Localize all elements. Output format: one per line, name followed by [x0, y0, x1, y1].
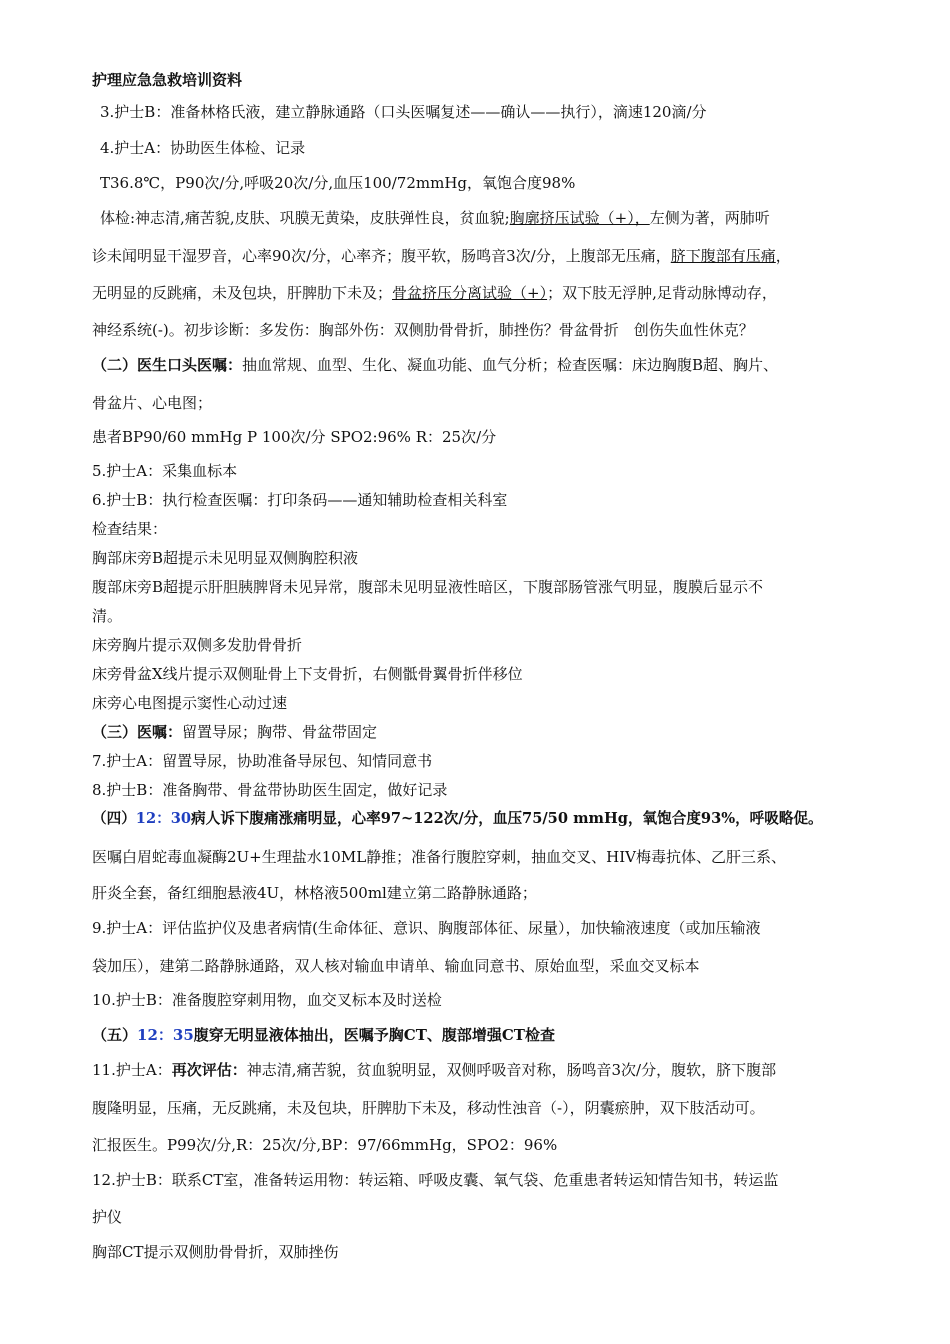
text-line: 10.护士B：准备腹腔穿刺用物，血交叉标本及时送检 — [92, 991, 442, 1009]
text-line: 床旁心电图提示窦性心动过速 — [92, 694, 288, 712]
text-span: ；双下肢无浮肿,足背动脉博动存， — [547, 284, 777, 302]
time-stamp: 12：30 — [135, 810, 192, 827]
bold-label: 再次评估： — [171, 1061, 247, 1079]
text-span: （四） — [92, 810, 136, 827]
text-span: 左侧为著，两肺听 — [649, 209, 770, 227]
text-line: 护仪 — [92, 1208, 123, 1226]
text-line — [92, 283, 882, 303]
text-line: 胸部床旁B超提示未见明显双侧胸腔积液 — [92, 549, 359, 567]
text-span: 留置导尿；胸带、骨盆带固定 — [182, 723, 378, 741]
text-line: 7.护士A：留置导尿，协助准备导尿包、知情同意书 — [92, 752, 433, 770]
text-line — [92, 1060, 882, 1080]
underlined-text: 胸廓挤压试验（+）， — [509, 209, 650, 227]
text-line: 5.护士A：采集血标本 — [92, 462, 238, 480]
underlined-text: 骨盆挤压分离试验（+） — [392, 284, 548, 302]
text-line: 神经系统(-)。初步诊断：多发伤：胸部外伤：双侧肋骨骨折，肺挫伤？骨盆骨折 创伤失血性休克？ — [92, 321, 754, 339]
text-line: 12.护士B：联系CT室，准备转运用物：转运箱、呼吸皮囊、氧气袋、危重患者转运知情告知书，转运监 — [92, 1171, 779, 1189]
text-line: 胸部CT提示双侧肋骨骨折，双肺挫伤 — [92, 1243, 339, 1261]
text-line: 医嘱白眉蛇毒血凝酶2U+生理盐水10ML静推；准备行腹腔穿刺，抽血交叉、HIV梅毒抗体、乙肝三系、 — [92, 848, 787, 866]
text-line: T36.8℃，P90次/分,呼吸20次/分,血压100/72mmHg，氧饱合度98% — [100, 174, 576, 192]
text-span: 体检:神志清,痛苦貌,皮肤、巩膜无黄染，皮肤弹性良，贫血貌; — [100, 209, 510, 227]
text-span: 腹穿无明显液体抽出，医嘱予胸CT、腹部增强CT检查 — [193, 1026, 555, 1044]
section-heading: （二）医生口头医嘱： — [92, 356, 243, 374]
section-heading — [92, 809, 882, 829]
text-line: 骨盆片、心电图； — [92, 394, 213, 412]
text-line: 汇报医生。P99次/分,R：25次/分,BP：97/66mmHg，SPO2：96% — [92, 1136, 558, 1154]
text-line: 床旁胸片提示双侧多发肋骨骨折 — [92, 636, 303, 654]
text-line: 3.护士B：准备林格氏液，建立静脉通路（口头医嘱复述——确认——执行），滴速120滴/分 — [100, 103, 707, 121]
text-line — [92, 355, 882, 375]
text-line: 床旁骨盆X线片提示双侧耻骨上下支骨折，右侧骶骨翼骨折伴移位 — [92, 665, 523, 683]
text-line: 清。 — [92, 607, 123, 625]
text-line: 腹部床旁B超提示肝胆胰脾肾未见异常，腹部未见明显液性暗区，下腹部肠管涨气明显，腹膜后显示不 — [92, 578, 764, 596]
time-stamp: 12：35 — [137, 1026, 194, 1044]
text-line: 袋加压），建第二路静脉通路，双人核对输血申请单、输血同意书、原始血型，采血交叉标本 — [92, 957, 700, 975]
text-span: 无明显的反跳痛，未及包块，肝脾肋下未及； — [92, 284, 393, 302]
underlined-text: 脐下腹部有压痛 — [670, 247, 776, 265]
text-line — [92, 722, 882, 742]
section-heading — [92, 1025, 882, 1045]
document-title: 护理应急急救培训资料 — [92, 71, 243, 89]
text-line: 6.护士B：执行检查医嘱：打印条码——通知辅助检查相关科室 — [92, 491, 508, 509]
text-span: 神志清,痛苦貌，贫血貌明显，双侧呼吸音对称，肠鸣音3次/分，腹软，脐下腹部 — [246, 1061, 777, 1079]
text-line: 腹隆明显，压痛，无反跳痛，未及包块，肝脾肋下未及，移动性浊音（-），阴囊瘀肿，双下肢活动可。 — [92, 1099, 765, 1117]
text-span: （五） — [92, 1026, 138, 1044]
section-heading: （三）医嘱： — [92, 723, 183, 741]
text-span: ， — [775, 247, 791, 265]
text-line: 8.护士B：准备胸带、骨盆带协助医生固定，做好记录 — [92, 781, 448, 799]
text-line: 患者BP90/60 mmHg P 100次/分 SPO2:96% R：25次/分 — [92, 428, 497, 446]
text-span: 11.护士A： — [92, 1061, 172, 1079]
text-line — [92, 246, 882, 266]
text-span: 诊未闻明显干湿罗音，心率90次/分，心率齐；腹平软，肠鸣音3次/分，上腹部无压痛， — [92, 247, 671, 265]
text-line: 4.护士A：协助医生体检、记录 — [100, 139, 306, 157]
text-span: 病人诉下腹痛涨痛明显，心率97~122次/分，血压75/50 mmHg，氧饱合度93%，呼吸略促。 — [191, 810, 823, 827]
text-line: 检查结果： — [92, 520, 168, 538]
text-line: 肝炎全套，备红细胞悬液4U，林格液500ml建立第二路静脉通路； — [92, 884, 537, 902]
text-line: 9.护士A：评估监护仪及患者病情(生命体征、意识、胸腹部体征、尿量），加快输液速度（或加压输液 — [92, 919, 761, 937]
text-line — [100, 208, 890, 228]
text-span: 抽血常规、血型、生化、凝血功能、血气分析；检查医嘱：床边胸腹B超、胸片、 — [242, 356, 779, 374]
